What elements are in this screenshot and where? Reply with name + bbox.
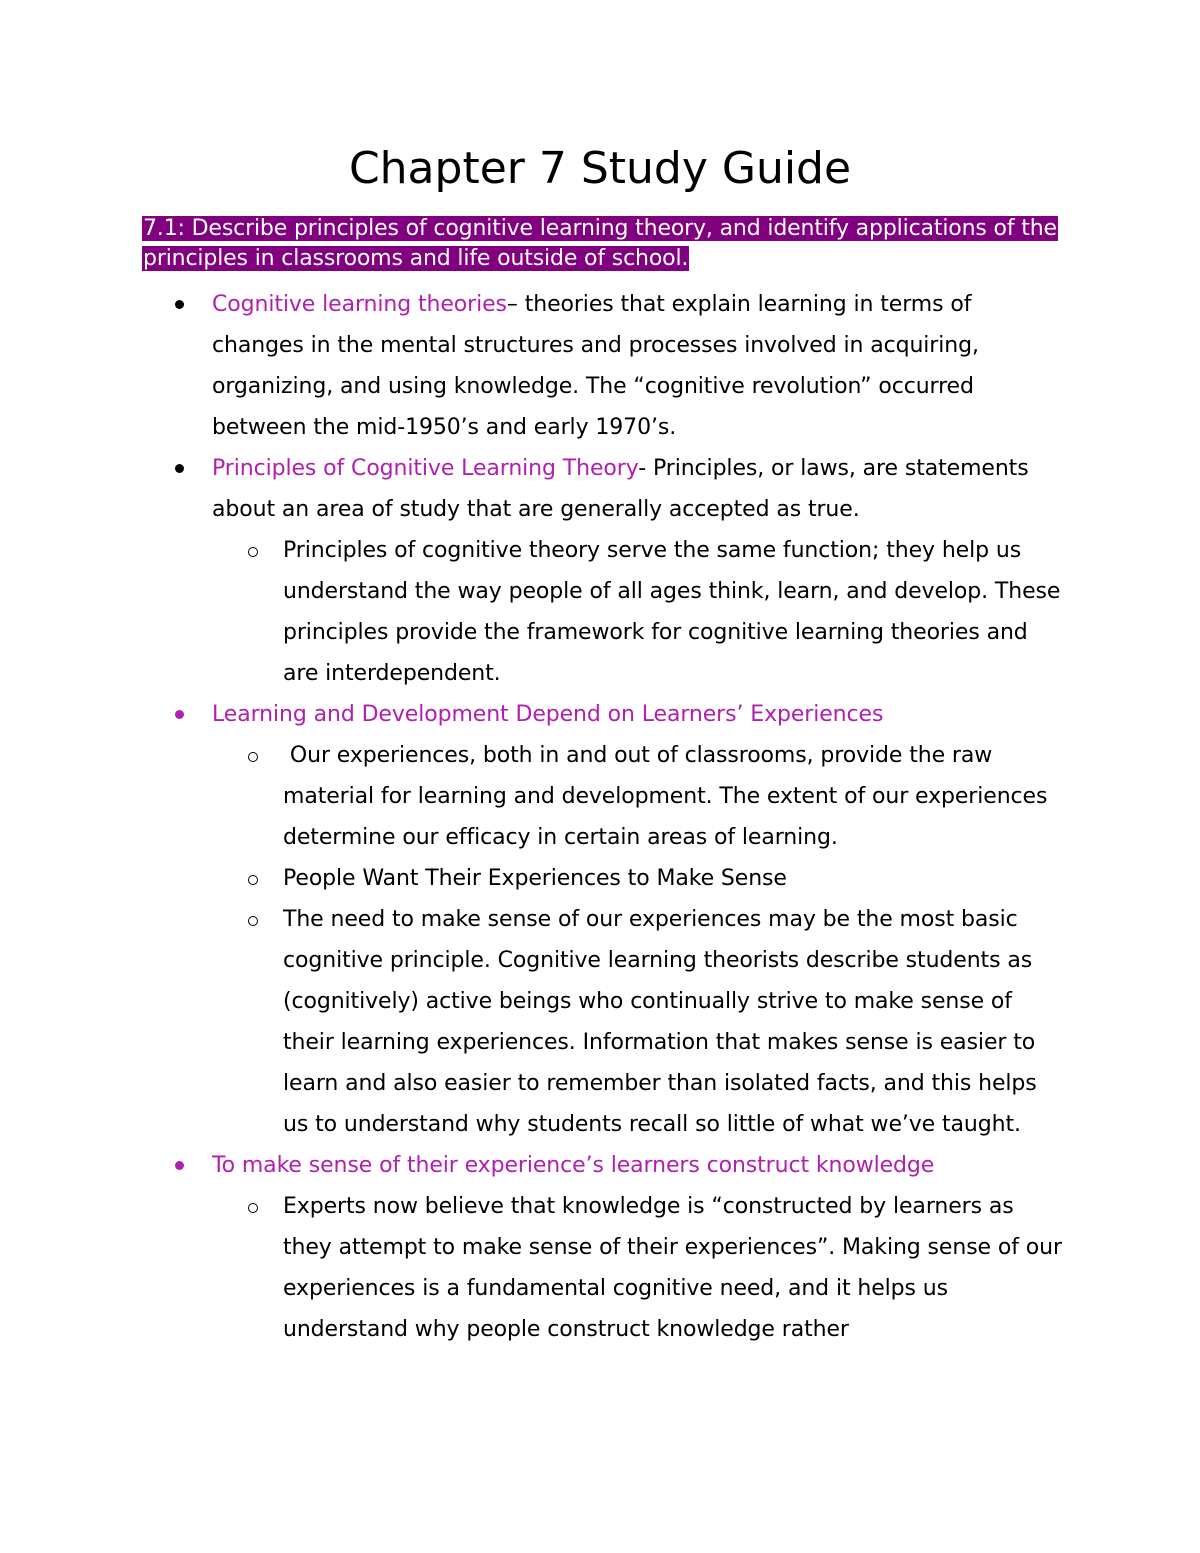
study-guide-content bbox=[0, 284, 1200, 1350]
sub-item-text: People Want Their Experiences to Make Sense bbox=[283, 866, 787, 891]
list-item bbox=[0, 448, 1062, 694]
circle-bullet-icon bbox=[248, 1186, 262, 1227]
circle-bullet-icon bbox=[248, 530, 262, 571]
sub-list-item bbox=[212, 735, 1063, 858]
sub-item-text: Experts now believe that knowledge is “constructed by learners as they attempt to make sense of their experiences”. Making sense of our experiences is a fundamental cognitive need, and it helps us understand why people construct knowledge rather bbox=[283, 1194, 1062, 1342]
sub-list-item bbox=[212, 858, 1063, 899]
item-text: - Principles, or laws, are statements about an area of study that are generally accepted as true. bbox=[212, 456, 1029, 522]
circle-bullet-icon bbox=[248, 899, 262, 940]
item-term: To make sense of their experience’s learners construct knowledge bbox=[212, 1153, 935, 1178]
sub-list-item bbox=[212, 530, 1063, 694]
sub-list-item bbox=[212, 1186, 1063, 1350]
item-term: Cognitive learning theories bbox=[212, 292, 507, 317]
sub-list-item bbox=[212, 899, 1063, 1145]
item-term: Principles of Cognitive Learning Theory bbox=[212, 456, 639, 481]
page-title: Chapter 7 Study Guide bbox=[348, 143, 852, 194]
sub-list bbox=[0, 530, 1062, 694]
item-text: – theories that explain learning in terms of changes in the mental structures and processes involved in acquiring, organizing, and using knowledge. The “cognitive revolution” occurred between the mid-1950’s and early 1970’s. bbox=[212, 292, 979, 440]
sub-item-text: The need to make sense of our experiences may be the most basic cognitive principle. Cognitive learning theorists describe students as (cognitively) active beings who continually strive to make sense of their learning experiences. Information that makes sense is easier to learn and also easier to remember than isolated facts, and this helps us to understand why students recall so little of what we’ve taught. bbox=[283, 907, 1037, 1137]
list-item bbox=[0, 284, 1062, 448]
circle-bullet-icon bbox=[248, 858, 262, 899]
sub-list bbox=[0, 1186, 1062, 1350]
bullet-icon bbox=[175, 1145, 187, 1186]
circle-bullet-icon bbox=[248, 735, 262, 776]
learning-objective-text: 7.1: Describe principles of cognitive learning theory, and identify applications of the principles in classrooms and life outside of school. bbox=[143, 216, 1057, 271]
item-term: Learning and Development Depend on Learners’ Experiences bbox=[212, 702, 884, 727]
bullet-icon bbox=[175, 284, 187, 325]
sub-item-text: Our experiences, both in and out of classrooms, provide the raw material for learning and development. The extent of our experiences determine our efficacy in certain areas of learning. bbox=[283, 743, 1055, 850]
sub-list bbox=[0, 735, 1062, 1145]
list-item bbox=[0, 1145, 1062, 1350]
bullet-icon bbox=[175, 694, 187, 735]
bullet-list bbox=[0, 284, 1200, 1350]
list-item bbox=[0, 694, 1062, 1145]
sub-item-text: Principles of cognitive theory serve the same function; they help us understand the way people of all ages think, learn, and develop. These principles provide the framework for cognitive learning theories and are interdependent. bbox=[283, 538, 1061, 686]
bullet-icon bbox=[175, 448, 187, 489]
learning-objective bbox=[142, 214, 1062, 274]
